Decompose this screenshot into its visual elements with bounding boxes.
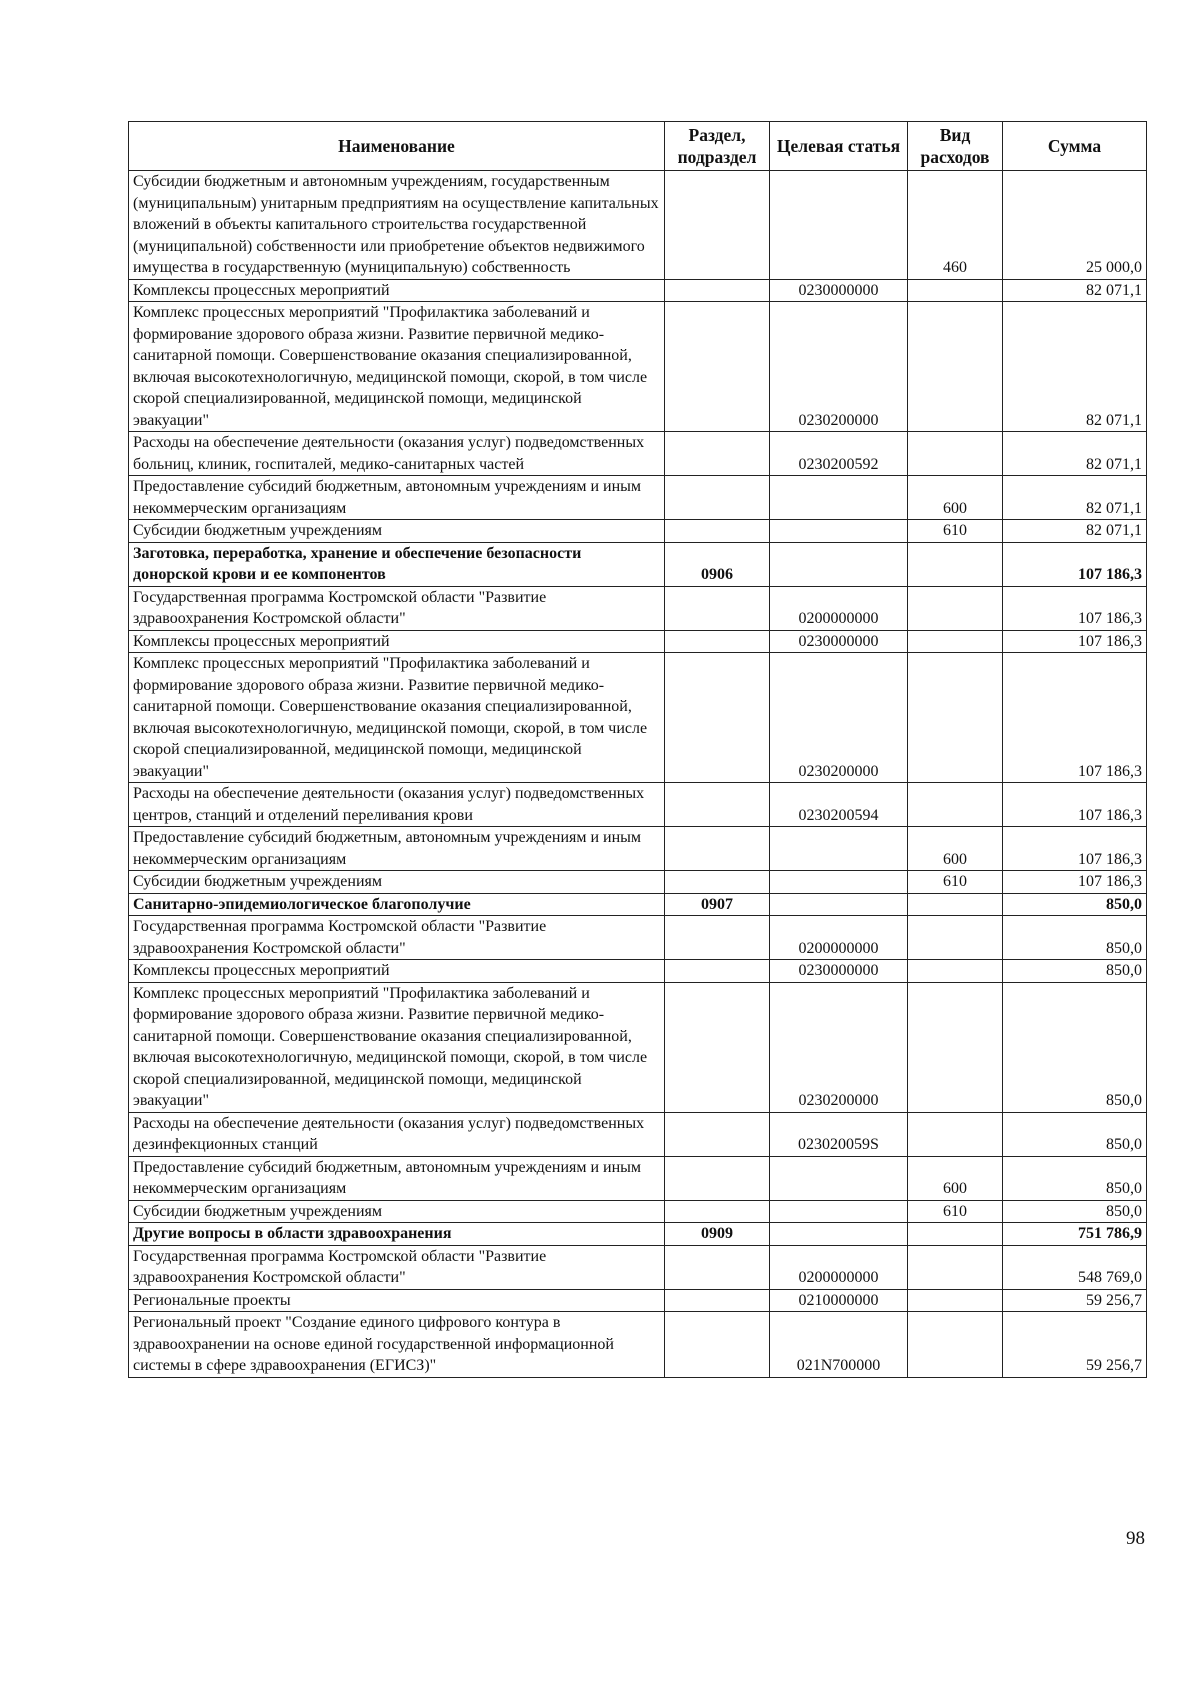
row-sum: 850,0 — [1003, 982, 1147, 1112]
budget-table — [128, 121, 1147, 1378]
row-name: Субсидии бюджетным учреждениям — [129, 871, 665, 894]
row-article: 0200000000 — [770, 586, 908, 630]
row-sum: 25 000,0 — [1003, 171, 1147, 280]
row-article — [770, 1200, 908, 1223]
table-row — [129, 871, 1147, 894]
row-article — [770, 171, 908, 280]
row-name: Расходы на обеспечение деятельности (оказания услуг) подведомственных дезинфекционных станций — [129, 1112, 665, 1156]
row-article — [770, 1156, 908, 1200]
row-expense-type — [908, 893, 1003, 916]
header-sum: Сумма — [1003, 122, 1147, 171]
row-name: Комплексы процессных мероприятий — [129, 960, 665, 983]
row-sum: 850,0 — [1003, 1156, 1147, 1200]
row-section — [665, 1289, 770, 1312]
row-article: 0230000000 — [770, 960, 908, 983]
row-expense-type: 600 — [908, 1156, 1003, 1200]
row-expense-type — [908, 653, 1003, 783]
row-section — [665, 432, 770, 476]
row-sum: 82 071,1 — [1003, 432, 1147, 476]
row-article: 0230200592 — [770, 432, 908, 476]
row-article: 0200000000 — [770, 1245, 908, 1289]
row-name: Предоставление субсидий бюджетным, автономным учреждениям и иным некоммерческим организациям — [129, 1156, 665, 1200]
row-name: Санитарно-эпидемиологическое благополучие — [129, 893, 665, 916]
row-section — [665, 1312, 770, 1378]
row-sum: 107 186,3 — [1003, 783, 1147, 827]
row-article: 0230200594 — [770, 783, 908, 827]
row-name: Комплекс процессных мероприятий "Профилактика заболеваний и формирование здорового образа жизни. Развитие первичной медико-санитарной помощи. Совершенствование оказания специализированной, включая высокотехнологичную, медицинской помощи, скорой, в том числе скорой специализированной, медицинской помощи, медицинской эвакуации" — [129, 653, 665, 783]
row-name: Региональный проект "Создание единого цифрового контура в здравоохранении на основе единой государственной информационной системы в сфере здравоохранения (ЕГИСЗ)" — [129, 1312, 665, 1378]
row-article: 0230200000 — [770, 982, 908, 1112]
table-row — [129, 893, 1147, 916]
row-sum: 107 186,3 — [1003, 630, 1147, 653]
row-section — [665, 1200, 770, 1223]
table-header-row — [129, 122, 1147, 171]
row-article — [770, 1223, 908, 1246]
row-section: 0909 — [665, 1223, 770, 1246]
page-number: 98 — [1126, 1528, 1145, 1549]
row-article: 0200000000 — [770, 916, 908, 960]
row-section — [665, 1245, 770, 1289]
row-section: 0906 — [665, 542, 770, 586]
row-article: 0230000000 — [770, 279, 908, 302]
row-expense-type — [908, 279, 1003, 302]
row-article: 021N700000 — [770, 1312, 908, 1378]
row-expense-type — [908, 542, 1003, 586]
row-expense-type — [908, 1312, 1003, 1378]
row-sum: 82 071,1 — [1003, 279, 1147, 302]
row-section — [665, 960, 770, 983]
table-row — [129, 1223, 1147, 1246]
row-sum: 850,0 — [1003, 1112, 1147, 1156]
row-sum: 107 186,3 — [1003, 542, 1147, 586]
row-article: 023020059S — [770, 1112, 908, 1156]
row-sum: 850,0 — [1003, 1200, 1147, 1223]
row-name: Расходы на обеспечение деятельности (оказания услуг) подведомственных центров, станций и отделений переливания крови — [129, 783, 665, 827]
table-row — [129, 1312, 1147, 1378]
row-article: 0230200000 — [770, 302, 908, 432]
row-section — [665, 916, 770, 960]
row-article: 0230000000 — [770, 630, 908, 653]
row-name: Государственная программа Костромской области "Развитие здравоохранения Костромской области" — [129, 1245, 665, 1289]
row-expense-type: 610 — [908, 871, 1003, 894]
row-sum: 59 256,7 — [1003, 1312, 1147, 1378]
row-name: Комплекс процессных мероприятий "Профилактика заболеваний и формирование здорового образа жизни. Развитие первичной медико-санитарной помощи. Совершенствование оказания специализированной, включая высокотехнологичную, медицинской помощи, скорой, в том числе скорой специализированной, медицинской помощи, медицинской эвакуации" — [129, 982, 665, 1112]
table-row — [129, 171, 1147, 280]
row-expense-type — [908, 1245, 1003, 1289]
row-section — [665, 982, 770, 1112]
row-sum: 82 071,1 — [1003, 476, 1147, 520]
row-sum: 107 186,3 — [1003, 653, 1147, 783]
row-article — [770, 520, 908, 543]
header-section: Раздел, подраздел — [665, 122, 770, 171]
row-section — [665, 171, 770, 280]
row-name: Субсидии бюджетным учреждениям — [129, 1200, 665, 1223]
row-section — [665, 586, 770, 630]
table-row — [129, 586, 1147, 630]
row-expense-type — [908, 982, 1003, 1112]
row-sum: 850,0 — [1003, 960, 1147, 983]
table-row — [129, 279, 1147, 302]
row-sum: 107 186,3 — [1003, 871, 1147, 894]
row-name: Расходы на обеспечение деятельности (оказания услуг) подведомственных больниц, клиник, госпиталей, медико-санитарных частей — [129, 432, 665, 476]
row-expense-type — [908, 1289, 1003, 1312]
row-section — [665, 1156, 770, 1200]
row-name: Предоставление субсидий бюджетным, автономным учреждениям и иным некоммерческим организациям — [129, 827, 665, 871]
table-row — [129, 827, 1147, 871]
row-name: Региональные проекты — [129, 1289, 665, 1312]
row-expense-type — [908, 1112, 1003, 1156]
row-section — [665, 302, 770, 432]
row-expense-type — [908, 630, 1003, 653]
row-name: Субсидии бюджетным учреждениям — [129, 520, 665, 543]
row-sum: 751 786,9 — [1003, 1223, 1147, 1246]
row-name: Комплексы процессных мероприятий — [129, 630, 665, 653]
table-row — [129, 520, 1147, 543]
table-row — [129, 1156, 1147, 1200]
row-expense-type — [908, 302, 1003, 432]
row-sum: 107 186,3 — [1003, 827, 1147, 871]
table-row — [129, 1245, 1147, 1289]
row-expense-type: 610 — [908, 1200, 1003, 1223]
row-section — [665, 279, 770, 302]
table-row — [129, 1289, 1147, 1312]
row-name: Заготовка, переработка, хранение и обеспечение безопасности донорской крови и ее компонентов — [129, 542, 665, 586]
row-name: Комплексы процессных мероприятий — [129, 279, 665, 302]
row-article — [770, 893, 908, 916]
row-section — [665, 1112, 770, 1156]
row-section — [665, 653, 770, 783]
row-sum: 850,0 — [1003, 893, 1147, 916]
table-row — [129, 542, 1147, 586]
row-sum: 107 186,3 — [1003, 586, 1147, 630]
table-row — [129, 1112, 1147, 1156]
row-article — [770, 542, 908, 586]
header-article: Целевая статья — [770, 122, 908, 171]
row-name: Государственная программа Костромской области "Развитие здравоохранения Костромской области" — [129, 916, 665, 960]
table-row — [129, 1200, 1147, 1223]
row-expense-type: 460 — [908, 171, 1003, 280]
row-article: 0230200000 — [770, 653, 908, 783]
row-expense-type: 600 — [908, 827, 1003, 871]
table-row — [129, 432, 1147, 476]
row-article — [770, 476, 908, 520]
row-expense-type — [908, 783, 1003, 827]
row-section — [665, 476, 770, 520]
table-row — [129, 960, 1147, 983]
table-row — [129, 476, 1147, 520]
row-expense-type — [908, 916, 1003, 960]
row-article — [770, 827, 908, 871]
row-section: 0907 — [665, 893, 770, 916]
table-row — [129, 630, 1147, 653]
row-sum: 59 256,7 — [1003, 1289, 1147, 1312]
row-section — [665, 871, 770, 894]
table-body — [129, 171, 1147, 1378]
row-sum: 850,0 — [1003, 916, 1147, 960]
row-section — [665, 783, 770, 827]
row-sum: 548 769,0 — [1003, 1245, 1147, 1289]
table-row — [129, 982, 1147, 1112]
row-expense-type: 600 — [908, 476, 1003, 520]
row-sum: 82 071,1 — [1003, 520, 1147, 543]
table-row — [129, 916, 1147, 960]
row-expense-type — [908, 432, 1003, 476]
row-section — [665, 520, 770, 543]
table-row — [129, 783, 1147, 827]
row-section — [665, 630, 770, 653]
row-article — [770, 871, 908, 894]
row-name: Другие вопросы в области здравоохранения — [129, 1223, 665, 1246]
table-row — [129, 653, 1147, 783]
row-name: Государственная программа Костромской области "Развитие здравоохранения Костромской области" — [129, 586, 665, 630]
row-article: 0210000000 — [770, 1289, 908, 1312]
header-expense-type: Вид расходов — [908, 122, 1003, 171]
row-expense-type — [908, 1223, 1003, 1246]
header-name: Наименование — [129, 122, 665, 171]
row-expense-type — [908, 960, 1003, 983]
row-name: Предоставление субсидий бюджетным, автономным учреждениям и иным некоммерческим организациям — [129, 476, 665, 520]
table-row — [129, 302, 1147, 432]
row-name: Комплекс процессных мероприятий "Профилактика заболеваний и формирование здорового образа жизни. Развитие первичной медико-санитарной помощи. Совершенствование оказания специализированной, включая высокотехнологичную, медицинской помощи, скорой, в том числе скорой специализированной, медицинской помощи, медицинской эвакуации" — [129, 302, 665, 432]
row-section — [665, 827, 770, 871]
row-expense-type — [908, 586, 1003, 630]
row-sum: 82 071,1 — [1003, 302, 1147, 432]
row-name: Субсидии бюджетным и автономным учреждениям, государственным (муниципальным) унитарным предприятиям на осуществление капитальных вложений в объекты капитального строительства государственной (муниципальной) собственности или приобретение объектов недвижимого имущества в государственную (муниципальную) собственность — [129, 171, 665, 280]
row-expense-type: 610 — [908, 520, 1003, 543]
